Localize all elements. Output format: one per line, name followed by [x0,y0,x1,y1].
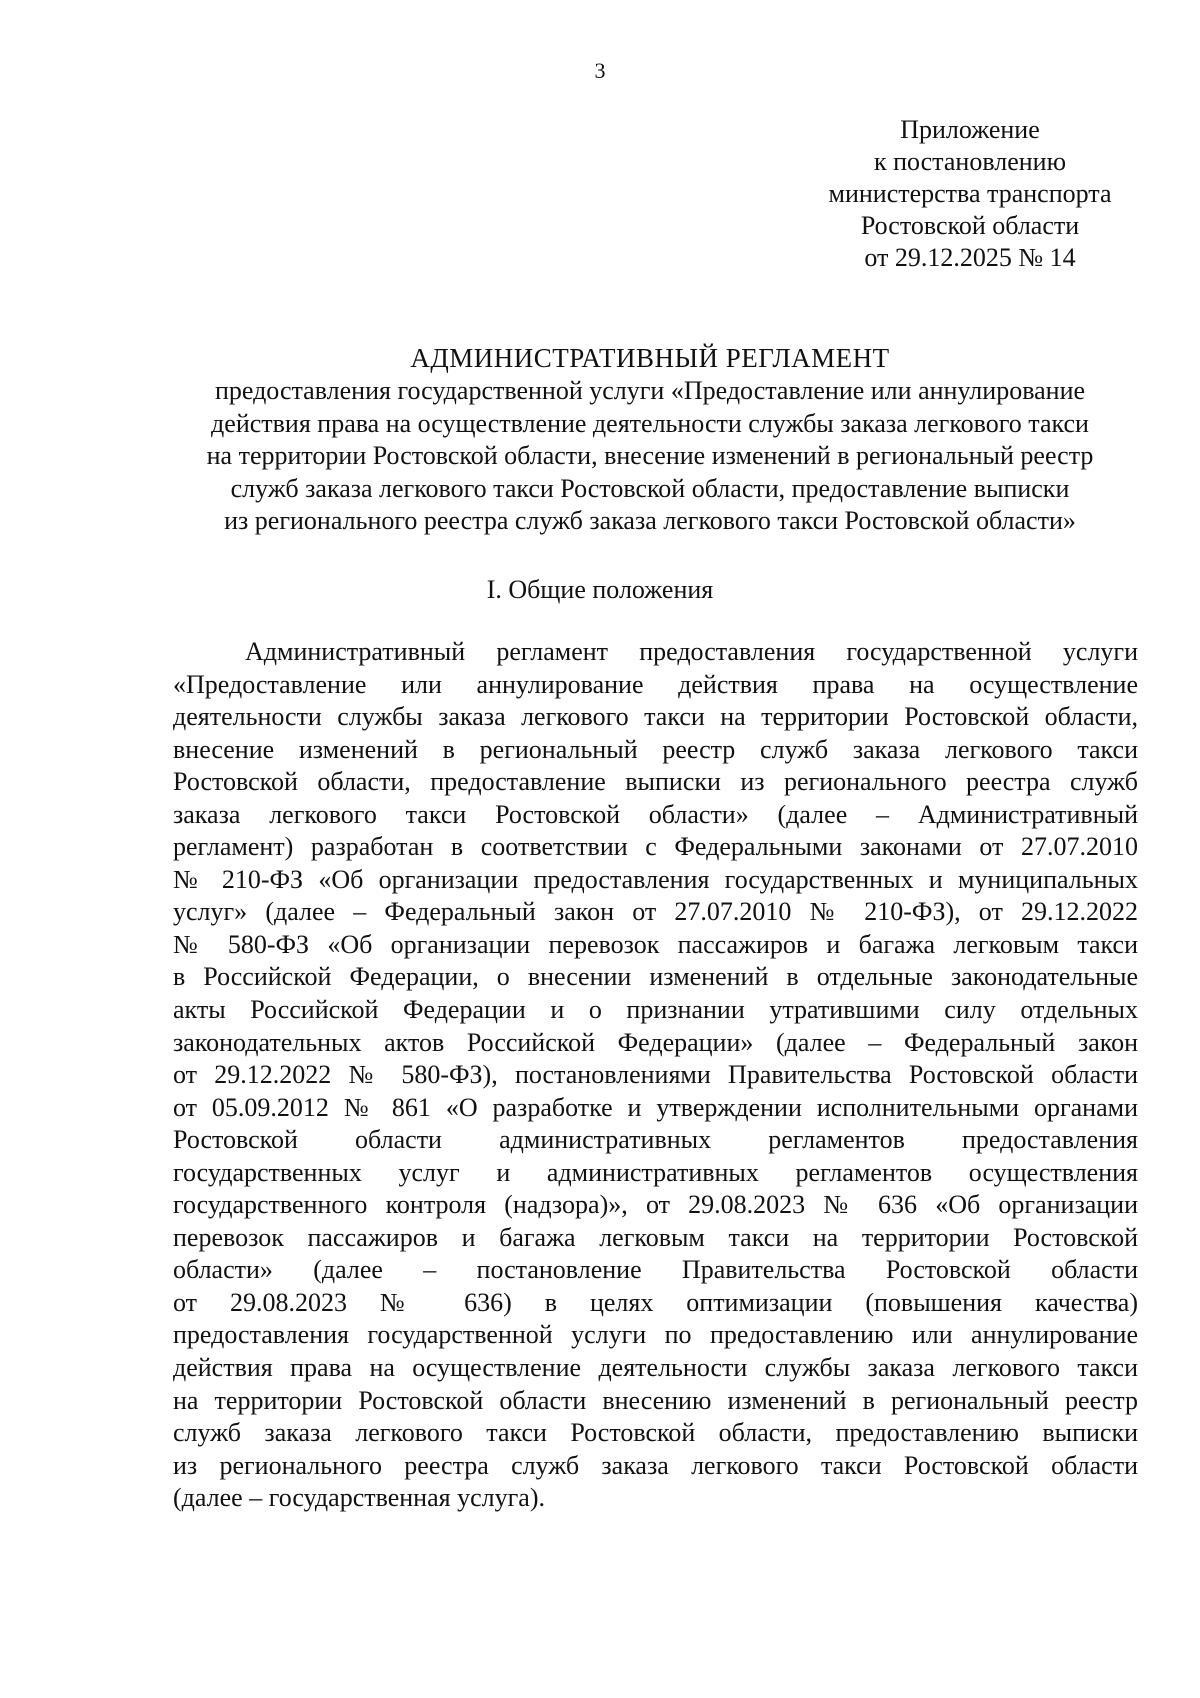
paragraph-line: деятельности службы заказа легкового такси на территории Ростовской области, [173,702,1138,732]
paragraph-line: действия права на осуществление деятельности службы заказа легкового такси [173,1353,1138,1383]
appendix-line: министерства транспорта [828,179,1112,208]
document-title: АДМИНИСТРАТИВНЫЙ РЕГЛАМЕНТ [410,343,890,373]
appendix-block [780,114,1160,274]
paragraph-line: перевозок пассажиров и багажа легковым такси на территории Ростовской [173,1222,1138,1252]
paragraph-line: в Российской Федерации, о внесении изменений в отдельные законодательные [173,962,1138,992]
paragraph-line: (далее – государственная услуга). [173,1483,545,1513]
paragraph-line: Ростовской области, предоставление выписки из регионального реестра служб [173,767,1138,797]
paragraph-line: внесение изменений в региональный реестр служб заказа легкового такси [173,734,1138,764]
paragraph-line: на территории Ростовской области внесению изменений в региональный реестр [173,1385,1138,1415]
paragraph-line: услуг» (далее – Федеральный закон от 27.07.2010 № 210-ФЗ), от 29.12.2022 [173,897,1138,927]
paragraph-line: государственных услуг и административных регламентов осуществления [173,1157,1138,1187]
appendix-line: к постановлению [873,147,1067,176]
paragraph-line: «Предоставление или аннулирование действия права на осуществление [173,669,1138,699]
paragraph-line: от 29.12.2022 № 580-ФЗ), постановлениями Правительства Ростовской области [173,1060,1138,1090]
document-subtitle-line: на территории Ростовской области, внесение изменений в региональный реестр [206,441,1094,470]
document-title-block [160,342,1140,538]
paragraph-line: законодательных актов Российской Федерации» (далее – Федеральный закон [173,1027,1138,1057]
paragraph-line: из регионального реестра служб заказа легкового такси Ростовской области [173,1450,1138,1480]
page-number: 3 [594,58,606,83]
section-heading: I. Общие положения [486,575,714,604]
body-paragraph [173,636,1138,1515]
paragraph-line: от 05.09.2012 № 861 «О разработке и утверждении исполнительными органами [173,1092,1138,1122]
paragraph-line: предоставления государственной услуги по предоставлению или аннулирование [173,1320,1138,1350]
paragraph-line: № 210-ФЗ «Об организации предоставления государственных и муниципальных [173,864,1138,894]
paragraph-line: акты Российской Федерации и о признании утратившими силу отдельных [173,995,1138,1025]
paragraph-line: № 580-ФЗ «Об организации перевозок пассажиров и багажа легковым такси [173,929,1138,959]
document-subtitle-line: служб заказа легкового такси Ростовской области, предоставление выписки [230,473,1070,503]
appendix-line: Ростовской области [860,211,1080,240]
paragraph-line: Ростовской области административных регламентов предоставления [173,1125,1138,1155]
document-subtitle-line: действия права на осуществление деятельности службы заказа легкового такси [211,408,1089,438]
paragraph-line: Административный регламент предоставления государственной услуги [245,637,1138,666]
paragraph-line: от 29.08.2023 № 636) в целях оптимизации (повышения качества) [173,1287,1138,1317]
document-subtitle-line: предоставления государственной услуги «Предоставление или аннулирование [214,376,1086,405]
paragraph-line: служб заказа легкового такси Ростовской области, предоставлению выписки [173,1418,1138,1448]
appendix-line: от 29.12.2025 № 14 [864,243,1076,272]
appendix-line: Приложение [900,115,1040,144]
document-subtitle-line: из регионального реестра служб заказа легкового такси Ростовской области» [224,506,1076,535]
paragraph-line: регламент) разработан в соответствии с Федеральными законами от 27.07.2010 [173,832,1138,862]
paragraph-line: области» (далее – постановление Правительства Ростовской области [173,1255,1138,1285]
paragraph-line: заказа легкового такси Ростовской области» (далее – Административный [173,799,1138,829]
paragraph-line: государственного контроля (надзора)», от 29.08.2023 № 636 «Об организации [173,1190,1138,1220]
